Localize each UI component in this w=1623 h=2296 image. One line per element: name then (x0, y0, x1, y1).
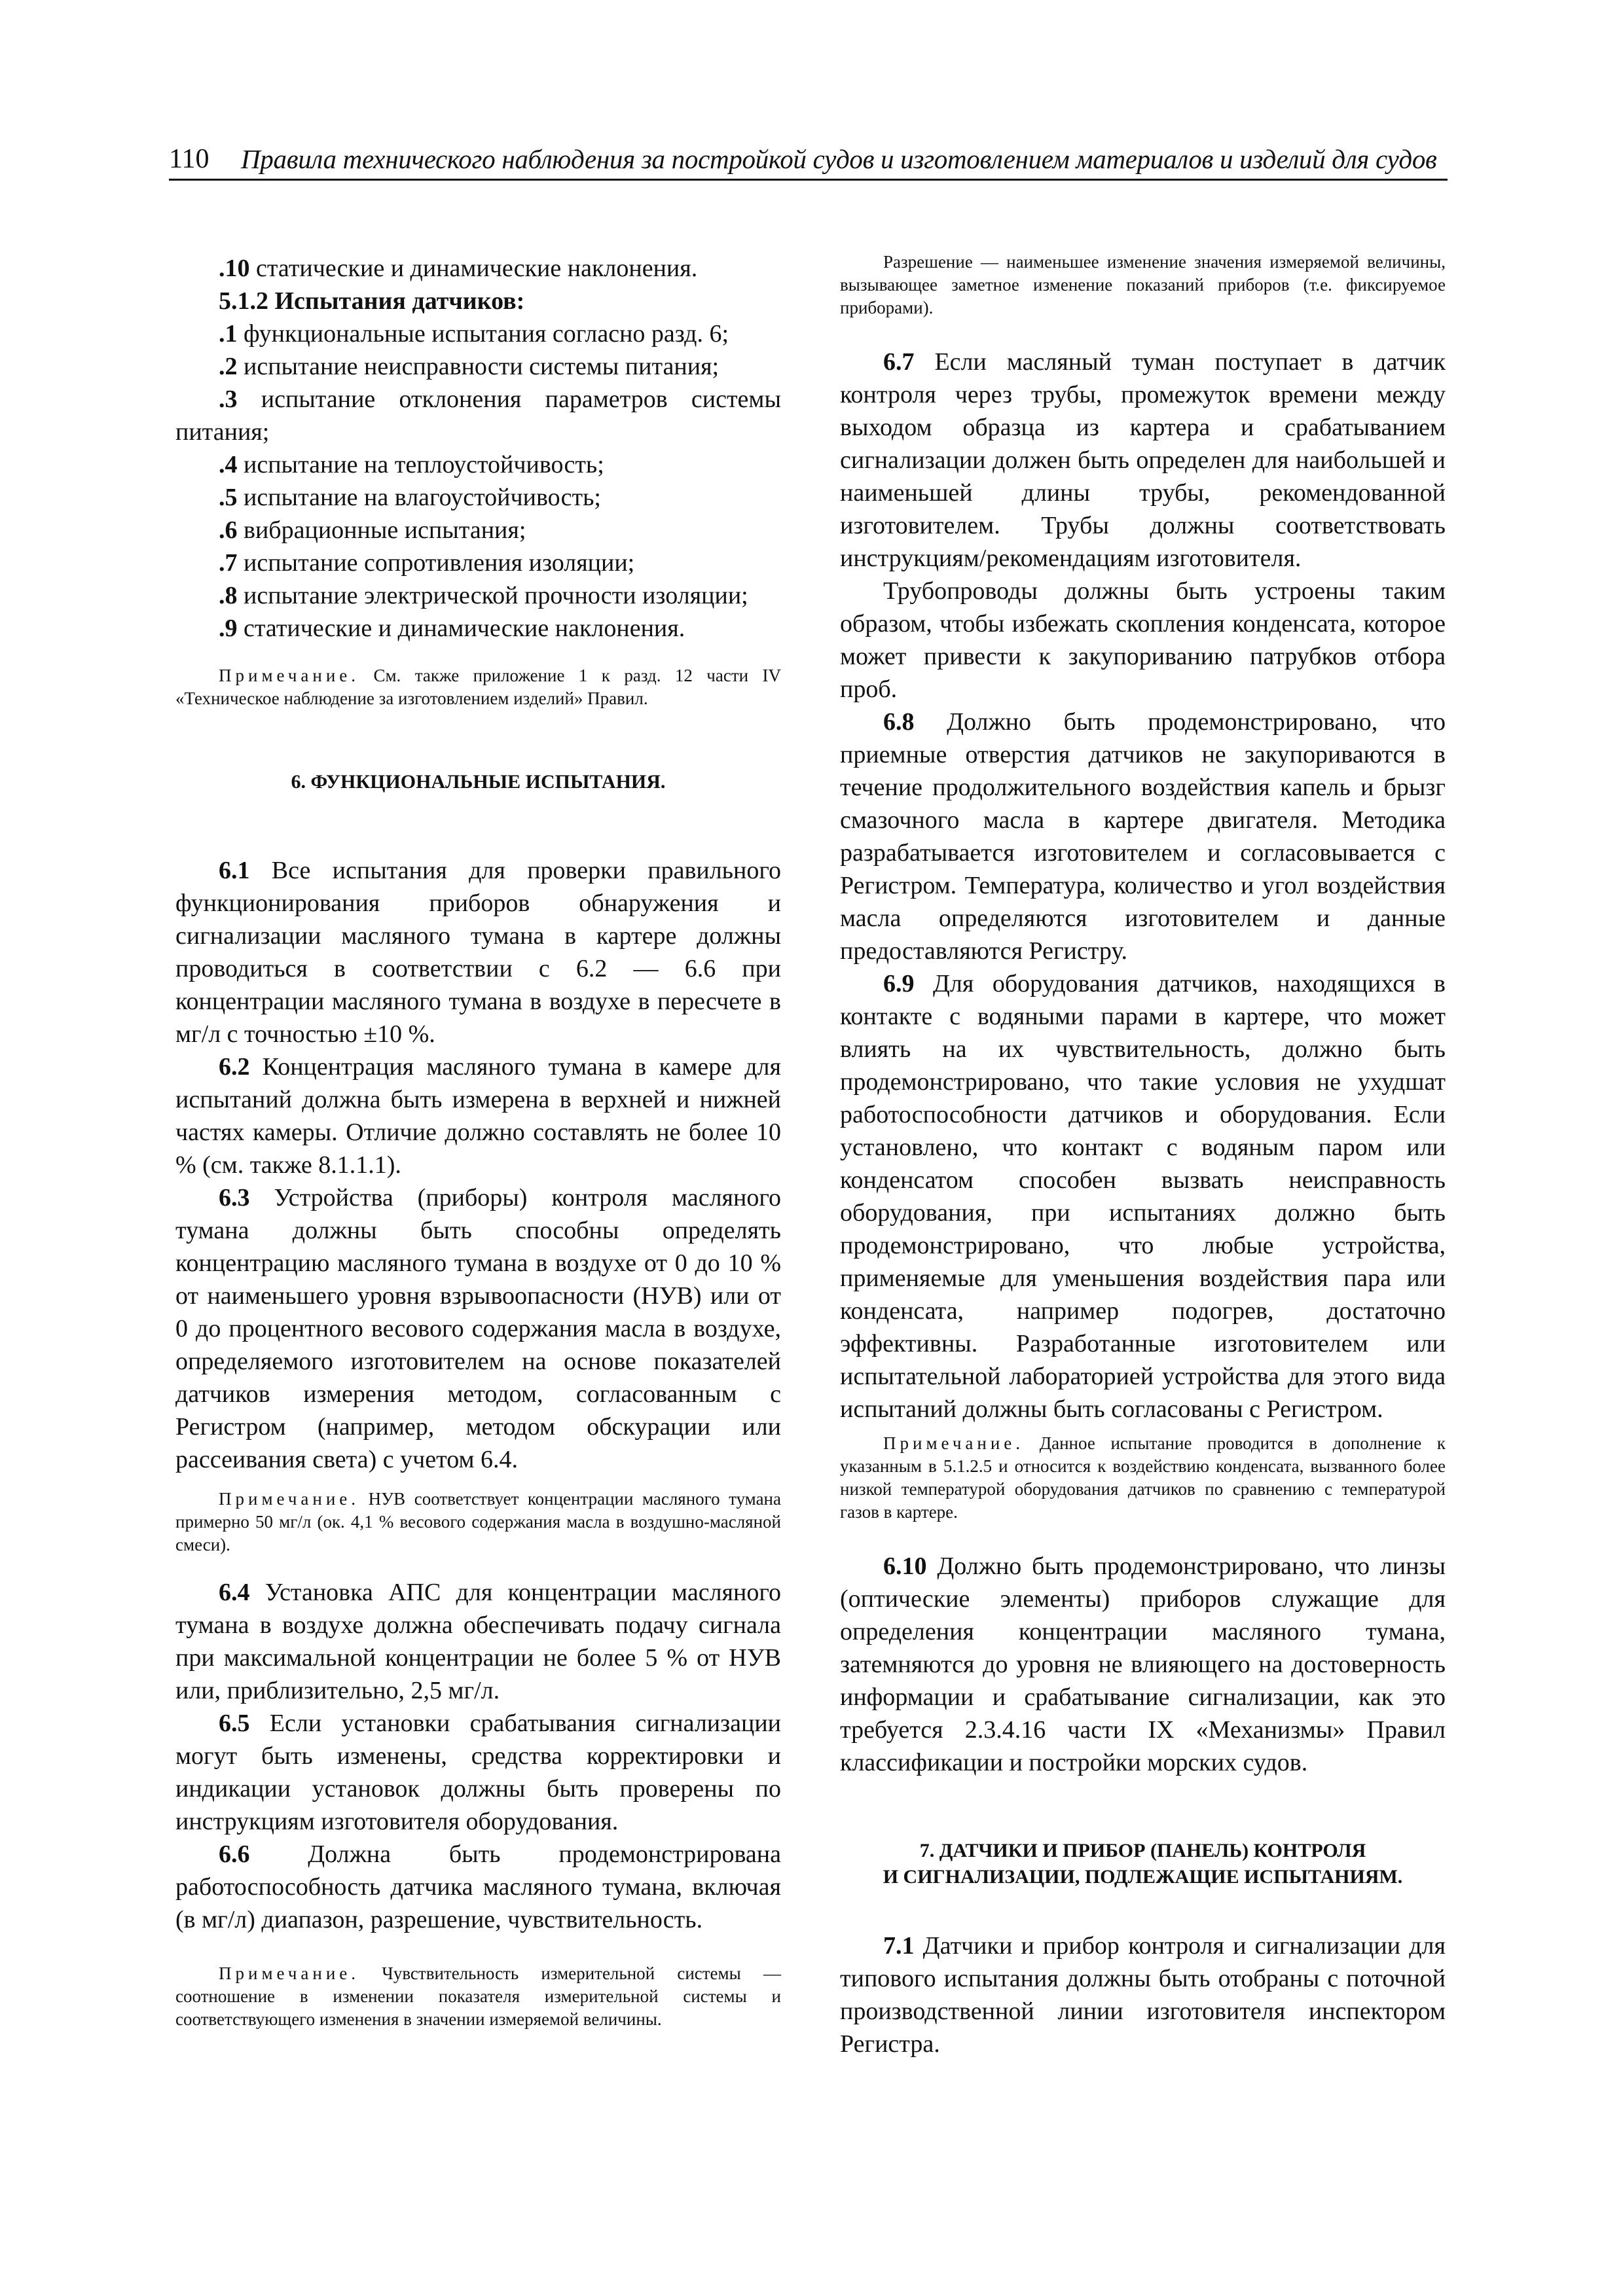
paragraph-number: 6.5 (219, 1710, 250, 1737)
note-label: Примечание. (883, 1433, 1025, 1453)
paragraph-6-7-continued: Трубопроводы должны быть устроены таким образом, чтобы избежать скопления конденсата, которое может привести к закупориванию патрубков отбора проб. (840, 577, 1446, 703)
paragraph-text: Все испытания для проверки правильного функционирования приборов обнаружения и сигнализации масляного тумана в картере должны проводиться в соответствии с 6.2 — 6.6 при концентрации масляного тумана в воздухе в пересчете в мг/л с точностью ±10 %. (175, 857, 781, 1048)
note-label: Примечание. (219, 666, 360, 685)
list-item-text: испытание отклонения параметров системы питания; (175, 386, 781, 446)
list-item-number: .9 (219, 615, 238, 642)
paragraph-text: Датчики и прибор контроля и сигнализации для типового испытания должны быть отобраны с поточной производственной линии изготовителя инспектором Регистра. (840, 1932, 1446, 2058)
note-label: Примечание. (219, 1489, 360, 1509)
list-item-text: испытание сопротивления изоляции; (237, 549, 635, 577)
paragraph-7-1 (840, 1929, 1446, 2060)
list-item-text: испытание неисправности системы питания; (237, 353, 720, 380)
paragraph-number: 7.1 (883, 1932, 915, 1960)
list-item-number: .3 (219, 386, 238, 413)
list-item (175, 514, 781, 547)
paragraph-number: 6.10 (883, 1552, 927, 1580)
list-item-text: испытание на влагоустойчивость; (237, 484, 601, 511)
paragraph-6-7 (840, 346, 1446, 575)
list-item-text: статические и динамические наклонения. (249, 255, 698, 282)
paragraph-number: 6.1 (219, 857, 250, 884)
paragraph-number: 6.3 (219, 1184, 250, 1211)
list-item (175, 252, 781, 285)
paragraph-number: 6.9 (883, 970, 915, 997)
paragraph-number: 6.6 (219, 1840, 250, 1868)
list-item-text: испытание электрической прочности изоляции; (237, 582, 748, 609)
list-item (175, 448, 781, 481)
note (175, 664, 781, 710)
list-item-number: .4 (219, 451, 238, 478)
note-continuation: Разрешение — наименьшее изменение значения измеряемой величины, вызывающее заметное изменение показаний приборов (т.е. фиксируемое приборами). (840, 252, 1446, 317)
list-item-number: .2 (219, 353, 238, 380)
list-item (175, 547, 781, 579)
left-column (175, 252, 781, 2031)
list-item (175, 350, 781, 383)
paragraph-text: Если масляный туман поступает в датчик контроля через трубы, промежуток времени между выходом образца из картера и срабатыванием сигнализации должен быть определен для наибольшей и наименьшей длины трубы, рекомендованной изготовителем. Трубы должны соответствовать инструкциям/рекомендациям изготовителя. (840, 348, 1446, 572)
section-7-title-line: 7. ДАТЧИКИ И ПРИБОР (ПАНЕЛЬ) КОНТРОЛЯ (919, 1840, 1366, 1861)
list-item (175, 579, 781, 612)
paragraph-text: Должно быть продемонстрировано, что линзы (оптические элементы) приборов служащие для определения концентрации масляного тумана, затемняются до уровня не влияющего на достоверность информации и срабатывание сигнализации, как это требуется 2.3.4.16 части IX «Механизмы» Правил классификации и постройки морских судов. (840, 1552, 1446, 1776)
section-6-title: 6. ФУНКЦИОНАЛЬНЫЕ ИСПЫТАНИЯ. (291, 771, 666, 793)
note (175, 1488, 781, 1556)
list-item-number: .1 (219, 320, 238, 348)
paragraph-6-8 (840, 706, 1446, 967)
list-item-number: .8 (219, 582, 238, 609)
paragraph-6-6 (175, 1838, 781, 1936)
list-item-number: .6 (219, 516, 238, 544)
note-text: См. также приложение 1 к разд. 12 части IV «Техническое наблюдение за изготовлением изделий» Правил. (175, 666, 781, 708)
paragraph-6-4 (175, 1576, 781, 1707)
paragraph-text: Концентрация масляного тумана в камере для испытаний должна быть измерена в верхней и нижней частях камеры. Отличие должно составлять не более 10 % (см. также 8.1.1.1). (175, 1053, 781, 1179)
paragraph-text: Если установки срабатывания сигнализации могут быть изменены, средства корректировки и индикации установок должны быть проверены по инструкциям изготовителя оборудования. (175, 1710, 781, 1835)
page-number: 110 (169, 144, 210, 174)
list-item (175, 317, 781, 350)
list-item-number: .7 (219, 549, 238, 577)
paragraph-text: Устройства (приборы) контроля масляного тумана должны быть способны определять концентрацию масляного тумана в воздухе от 0 до 10 % от наименьшего уровня взрывоопасности (НУВ) или от 0 до процентного весового содержания масла в воздухе, определяемого изготовителем на основе показателей датчиков измерения методом, согласованным с Регистром (например, методом обскурации или рассеивания света) с учетом 6.4. (175, 1184, 781, 1473)
paragraph-6-5 (175, 1707, 781, 1838)
paragraph-text: Установка АПС для концентрации масляного тумана в воздухе должна обеспечивать подачу сигнала при максимальной концентрации не более 5 % от НУВ или, приблизительно, 2,5 мг/л. (175, 1579, 781, 1704)
subsection-heading: 5.1.2 Испытания датчиков: (219, 287, 525, 315)
paragraph-6-9 (840, 967, 1446, 1426)
running-title: Правила технического наблюдения за постройкой судов и изготовлением материалов и изделий для судов (241, 144, 1437, 174)
list-item-number: .10 (219, 255, 250, 282)
list-item-text: испытание на теплоустойчивость; (237, 451, 604, 478)
note (175, 1962, 781, 2031)
running-header (169, 139, 1448, 181)
paragraph-6-1 (175, 854, 781, 1050)
note (840, 1432, 1446, 1524)
note-text: Чувствительность измерительной системы — соотношение в изменении показателя измерительной системы и соответствующего изменения в значении измеряемой величины. (175, 1964, 781, 2029)
right-column (840, 251, 1446, 2060)
note-text: Данное испытание проводится в дополнение к указанным в 5.1.2.5 и относится к воздействию конденсата, вызванного более низкой температурой оборудования датчиков по сравнению с температурой газов в картере. (840, 1433, 1446, 1522)
paragraph-text: Должна быть продемонстрирована работоспособность датчика масляного тумана, включая (в мг/л) диапазон, разрешение, чувствительность. (175, 1840, 781, 1933)
paragraph-text: Должно быть продемонстрировано, что приемные отверстия датчиков не закупориваются в течение продолжительного воздействия капель и брызг смазочного масла в картере двигателя. Методика разрабатывается изготовителем и согласовывается с Регистром. Температура, количество и угол воздействия масла определяются изготовителем и данные предоставляются Регистру. (840, 708, 1446, 965)
paragraph-6-10 (840, 1550, 1446, 1779)
list-item-text: статические и динамические наклонения. (237, 615, 685, 642)
paragraph-number: 6.7 (883, 348, 915, 376)
section-7-title (840, 1838, 1446, 1890)
paragraph-text: Для оборудования датчиков, находящихся в контакте с водяными парами в картере, что может влиять на их чувствительность, должно быть продемонстрировано, что такие условия не ухудшат работоспособности датчиков и оборудования. Если установлено, что контакт с водяным паром или конденсатом способен вызвать неисправность оборудования, при испытаниях должно быть продемонстрировано, что любые устройства, применяемые для уменьшения воздействия пара или конденсата, например подогрев, достаточно эффективны. Разработанные изготовителем или испытательной лабораторией устройства для этого вида испытаний должны быть согласованы с Регистром. (840, 970, 1446, 1423)
note-label: Примечание. (219, 1964, 360, 1983)
paragraph-6-3 (175, 1181, 781, 1476)
note-text: НУВ соответствует концентрации масляного тумана примерно 50 мг/л (ок. 4,1 % весового содержания масла в воздушно-масляной смеси). (175, 1489, 781, 1554)
list-item (175, 481, 781, 514)
list-item (175, 383, 781, 448)
paragraph-number: 6.2 (219, 1053, 250, 1081)
list-item-text: вибрационные испытания; (237, 516, 526, 544)
paragraph-number: 6.8 (883, 708, 915, 736)
list-item-number: .5 (219, 484, 238, 511)
paragraph-6-2 (175, 1050, 781, 1181)
section-7-title-line: И СИГНАЛИЗАЦИИ, ПОДЛЕЖАЩИЕ ИСПЫТАНИЯМ. (883, 1866, 1403, 1888)
list-item (175, 612, 781, 645)
list-item-text: функциональные испытания согласно разд. 6; (237, 320, 729, 348)
paragraph-number: 6.4 (219, 1579, 250, 1606)
